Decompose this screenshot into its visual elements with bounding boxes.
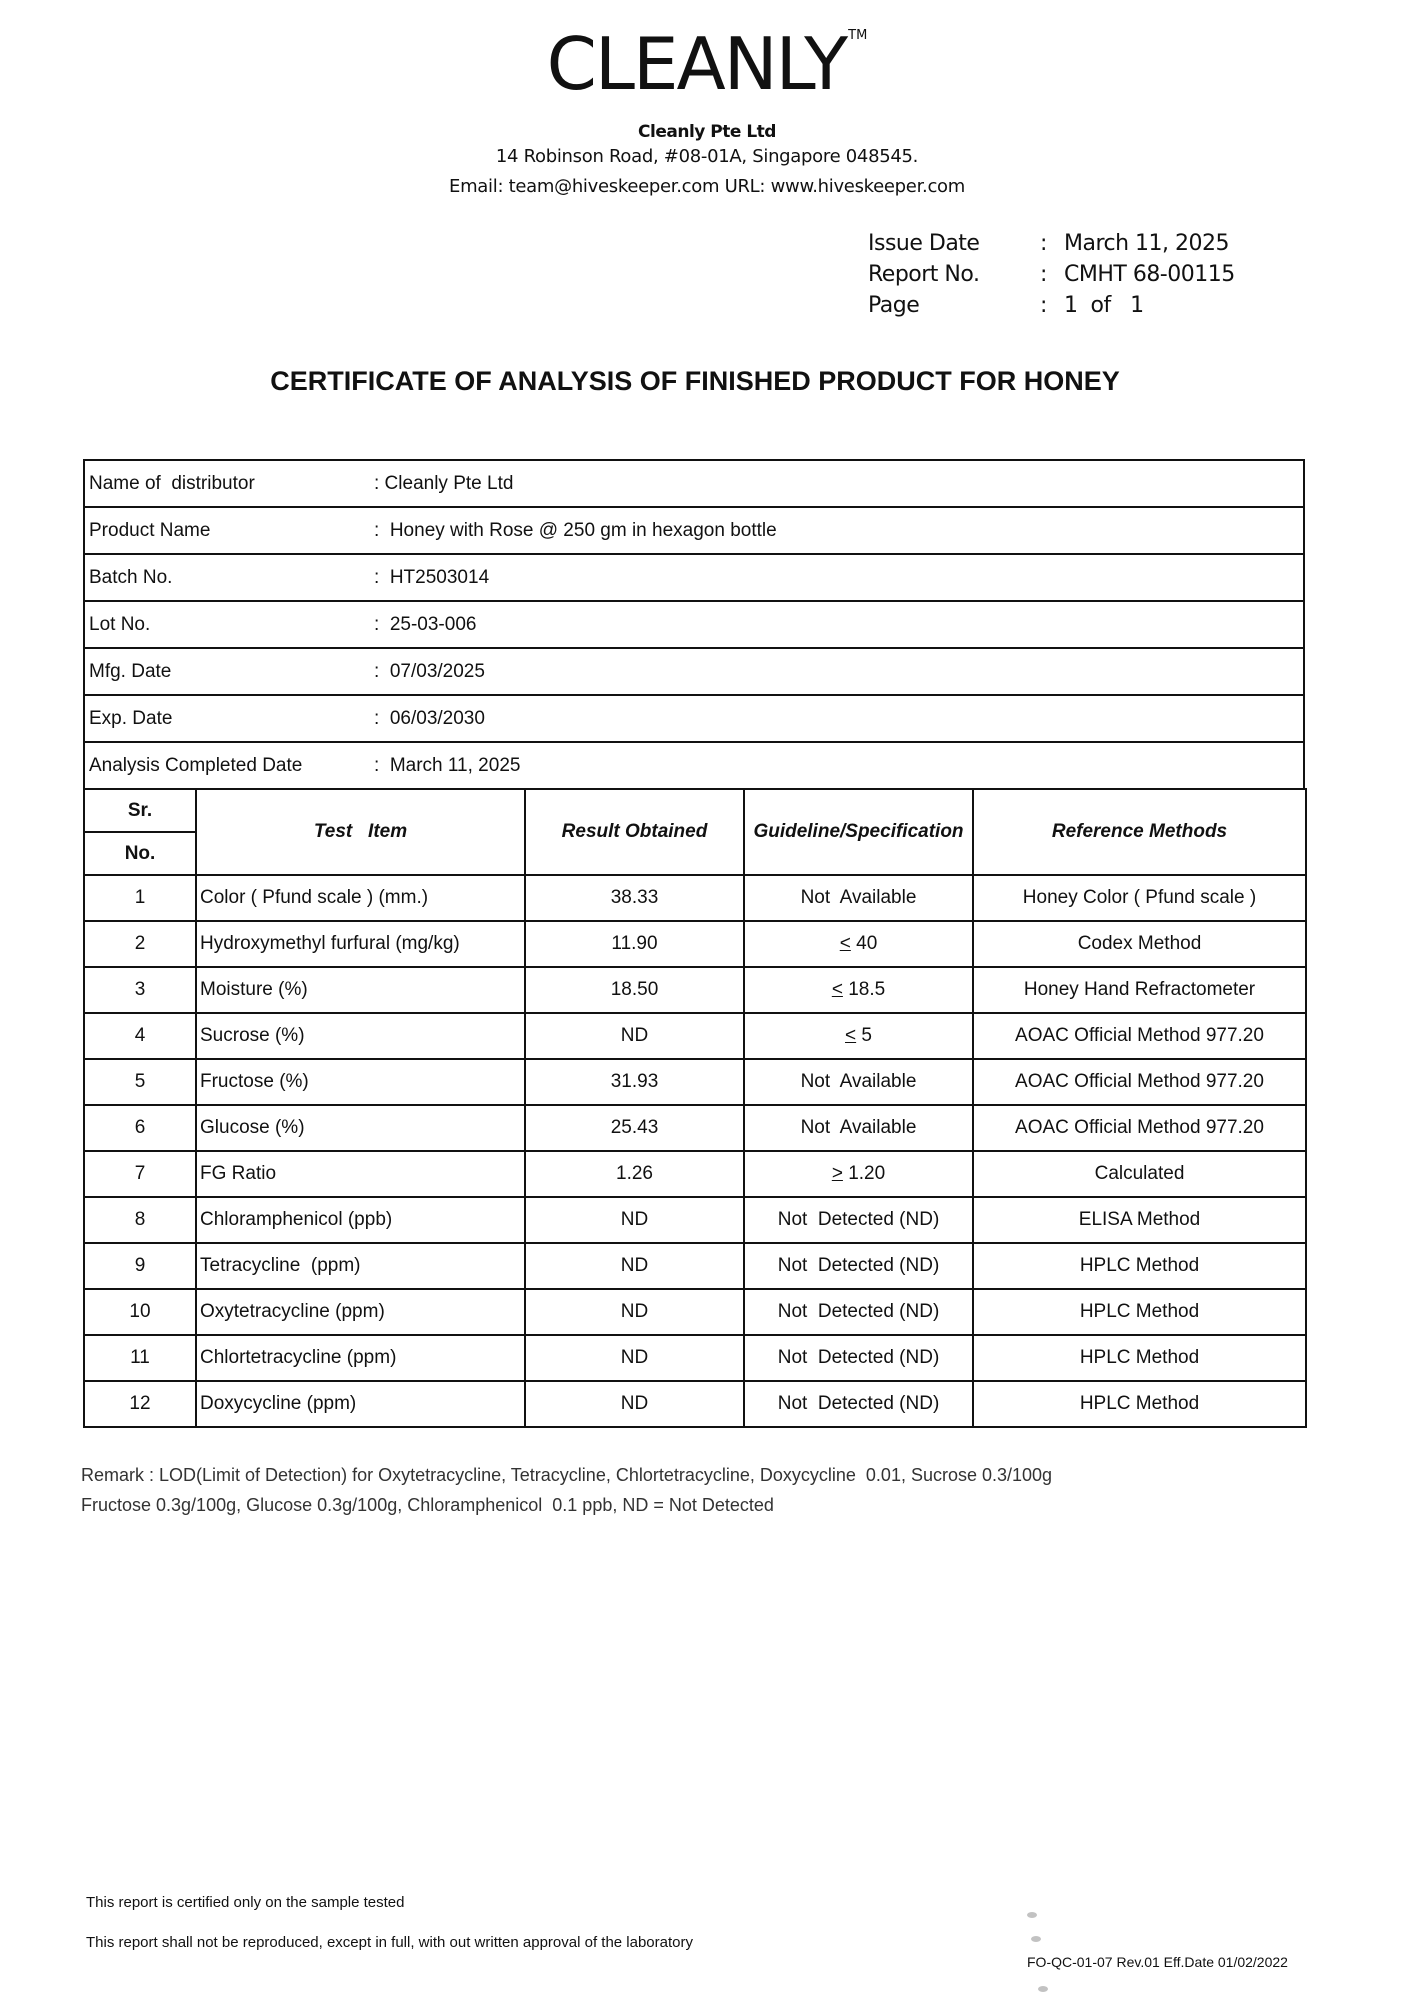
cell-result: ND <box>525 1381 744 1427</box>
info-row-lot-no <box>83 600 1305 647</box>
cell-sr: 9 <box>84 1243 196 1289</box>
cell-sr: 5 <box>84 1059 196 1105</box>
cell-test-item: FG Ratio <box>196 1151 525 1197</box>
info-label: Analysis Completed Date <box>89 754 303 776</box>
info-label: Batch No. <box>89 566 173 588</box>
cell-guideline <box>744 1059 973 1105</box>
table-row <box>84 1335 1306 1381</box>
document-title: CERTIFICATE OF ANALYSIS OF FINISHED PRODUCT FOR HONEY <box>270 366 1120 396</box>
info-value: : Cleanly Pte Ltd <box>374 472 514 494</box>
trademark-mark: TM <box>848 28 868 43</box>
info-row-distributor <box>83 459 1305 506</box>
comparison-symbol: < <box>831 979 843 1000</box>
cell-reference: ELISA Method <box>973 1197 1306 1243</box>
table-row <box>84 1197 1306 1243</box>
comparison-symbol: < <box>839 933 851 954</box>
header-row <box>84 789 1306 832</box>
cell-result: 25.43 <box>525 1105 744 1151</box>
report-no-row <box>868 259 1235 290</box>
guideline-value: Not Detected (ND) <box>777 1255 940 1276</box>
meta-label: Issue Date <box>868 231 980 256</box>
smudge-mark <box>1038 1986 1048 1992</box>
page-row <box>868 290 1235 321</box>
cell-result: ND <box>525 1335 744 1381</box>
cell-reference: Honey Color ( Pfund scale ) <box>973 875 1306 921</box>
cell-guideline <box>744 967 973 1013</box>
cell-reference: HPLC Method <box>973 1289 1306 1335</box>
cell-reference: HPLC Method <box>973 1243 1306 1289</box>
cell-reference: AOAC Official Method 977.20 <box>973 1105 1306 1151</box>
cell-guideline <box>744 875 973 921</box>
info-label: Lot No. <box>89 613 151 635</box>
page-value: 1 of 1 <box>1064 293 1144 318</box>
table-row <box>84 875 1306 921</box>
cell-reference: Honey Hand Refractometer <box>973 967 1306 1013</box>
cell-guideline <box>744 1105 973 1151</box>
results-table <box>83 788 1307 1428</box>
guideline-value: Not Detected (ND) <box>777 1393 940 1414</box>
report-meta <box>868 228 1235 321</box>
meta-separator: : <box>1040 231 1047 256</box>
cell-test-item: Moisture (%) <box>196 967 525 1013</box>
guideline-value: 5 <box>856 1025 872 1046</box>
meta-label: Page <box>868 293 920 318</box>
guideline-value: Not Available <box>800 887 917 908</box>
info-label: Name of distributor <box>89 472 255 494</box>
cell-test-item: Doxycycline (ppm) <box>196 1381 525 1427</box>
table-row <box>84 1013 1306 1059</box>
cell-sr: 2 <box>84 921 196 967</box>
info-row-mfg-date <box>83 647 1305 694</box>
cell-sr: 1 <box>84 875 196 921</box>
cell-guideline <box>744 1335 973 1381</box>
cell-reference: Codex Method <box>973 921 1306 967</box>
company-contact: Email: team@hiveskeeper.com URL: www.hiveskeeper.com <box>449 176 965 197</box>
guideline-value: 1.20 <box>842 1163 886 1184</box>
cell-guideline <box>744 1151 973 1197</box>
logo-text: CLEANLY <box>546 22 847 106</box>
info-value: : 06/03/2030 <box>374 707 485 729</box>
cell-test-item: Fructose (%) <box>196 1059 525 1105</box>
cell-sr: 6 <box>84 1105 196 1151</box>
footer-disclaimer-1: This report is certified only on the sample tested <box>86 1894 405 1911</box>
guideline-value: Not Detected (ND) <box>777 1347 940 1368</box>
info-label: Mfg. Date <box>89 660 172 682</box>
smudge-mark <box>1027 1912 1037 1918</box>
table-row <box>84 967 1306 1013</box>
table-row <box>84 1243 1306 1289</box>
col-header-sr: Sr. <box>84 789 196 832</box>
table-row <box>84 1059 1306 1105</box>
table-row <box>84 1151 1306 1197</box>
cell-sr: 4 <box>84 1013 196 1059</box>
col-header-guideline: Guideline/Specification <box>744 789 973 875</box>
info-label: Exp. Date <box>89 707 173 729</box>
cell-reference: AOAC Official Method 977.20 <box>973 1059 1306 1105</box>
meta-separator: : <box>1040 262 1047 287</box>
cell-sr: 12 <box>84 1381 196 1427</box>
cell-result: ND <box>525 1013 744 1059</box>
table-row <box>84 1381 1306 1427</box>
issue-date-value: March 11, 2025 <box>1064 231 1230 256</box>
cell-guideline <box>744 921 973 967</box>
company-address: 14 Robinson Road, #08-01A, Singapore 048545. <box>495 146 919 167</box>
col-header-reference: Reference Methods <box>973 789 1306 875</box>
guideline-value: Not Detected (ND) <box>777 1301 940 1322</box>
meta-separator: : <box>1040 293 1047 318</box>
cell-test-item: Color ( Pfund scale ) (mm.) <box>196 875 525 921</box>
certificate-table <box>83 459 1305 1428</box>
cell-guideline <box>744 1289 973 1335</box>
remark-line-2: Fructose 0.3g/100g, Glucose 0.3g/100g, Chloramphenicol 0.1 ppb, ND = Not Detected <box>81 1495 774 1515</box>
cell-reference: HPLC Method <box>973 1381 1306 1427</box>
info-value: : Honey with Rose @ 250 gm in hexagon bottle <box>374 519 777 541</box>
info-row-product-name <box>83 506 1305 553</box>
guideline-value: Not Detected (ND) <box>777 1209 940 1230</box>
cell-test-item: Hydroxymethyl furfural (mg/kg) <box>196 921 525 967</box>
cell-guideline <box>744 1381 973 1427</box>
cell-reference: Calculated <box>973 1151 1306 1197</box>
report-no-value: CMHT 68-00115 <box>1064 262 1235 287</box>
table-row <box>84 921 1306 967</box>
cell-sr: 10 <box>84 1289 196 1335</box>
info-value: : 25-03-006 <box>374 613 477 635</box>
footer-disclaimer-2: This report shall not be reproduced, except in full, with out written approval of the laboratory <box>86 1934 693 1951</box>
guideline-value: 18.5 <box>842 979 886 1000</box>
cell-test-item: Glucose (%) <box>196 1105 525 1151</box>
issue-date-row <box>868 228 1235 259</box>
cell-result: 1.26 <box>525 1151 744 1197</box>
info-value: : HT2503014 <box>374 566 490 588</box>
company-name: Cleanly Pte Ltd <box>638 122 776 142</box>
cell-sr: 11 <box>84 1335 196 1381</box>
cell-test-item: Sucrose (%) <box>196 1013 525 1059</box>
col-header-test-item: Test Item <box>196 789 525 875</box>
info-row-exp-date <box>83 694 1305 741</box>
info-row-analysis-date <box>83 741 1305 788</box>
cell-result: 31.93 <box>525 1059 744 1105</box>
cell-guideline <box>744 1197 973 1243</box>
info-row-batch-no <box>83 553 1305 600</box>
info-value: : March 11, 2025 <box>374 754 521 776</box>
cell-test-item: Chlortetracycline (ppm) <box>196 1335 525 1381</box>
cell-guideline <box>744 1013 973 1059</box>
remark <box>81 1460 1052 1520</box>
cell-guideline <box>744 1243 973 1289</box>
guideline-value: 40 <box>850 933 878 954</box>
meta-label: Report No. <box>868 262 980 287</box>
cell-result: ND <box>525 1197 744 1243</box>
info-label: Product Name <box>89 519 211 541</box>
cell-sr: 8 <box>84 1197 196 1243</box>
info-value: : 07/03/2025 <box>374 660 485 682</box>
cell-test-item: Tetracycline (ppm) <box>196 1243 525 1289</box>
cell-test-item: Oxytetracycline (ppm) <box>196 1289 525 1335</box>
cell-test-item: Chloramphenicol (ppb) <box>196 1197 525 1243</box>
cell-reference: AOAC Official Method 977.20 <box>973 1013 1306 1059</box>
cell-reference: HPLC Method <box>973 1335 1306 1381</box>
table-row <box>84 1105 1306 1151</box>
smudge-mark <box>1031 1936 1041 1942</box>
comparison-symbol: > <box>831 1163 843 1184</box>
cell-result: 38.33 <box>525 875 744 921</box>
guideline-value: Not Available <box>800 1071 917 1092</box>
form-code: FO-QC-01-07 Rev.01 Eff.Date 01/02/2022 <box>1027 1954 1288 1970</box>
cell-sr: 7 <box>84 1151 196 1197</box>
table-row <box>84 1289 1306 1335</box>
brand-logo <box>0 22 1414 106</box>
cell-result: 11.90 <box>525 921 744 967</box>
col-header-no: No. <box>84 832 196 875</box>
cell-sr: 3 <box>84 967 196 1013</box>
comparison-symbol: < <box>845 1025 857 1046</box>
guideline-value: Not Available <box>800 1117 917 1138</box>
cell-result: ND <box>525 1289 744 1335</box>
col-header-result: Result Obtained <box>525 789 744 875</box>
cell-result: 18.50 <box>525 967 744 1013</box>
cell-result: ND <box>525 1243 744 1289</box>
remark-line-1: Remark : LOD(Limit of Detection) for Oxytetracycline, Tetracycline, Chlortetracycline, Doxycycline 0.01, Sucrose 0.3/100g <box>81 1465 1053 1485</box>
